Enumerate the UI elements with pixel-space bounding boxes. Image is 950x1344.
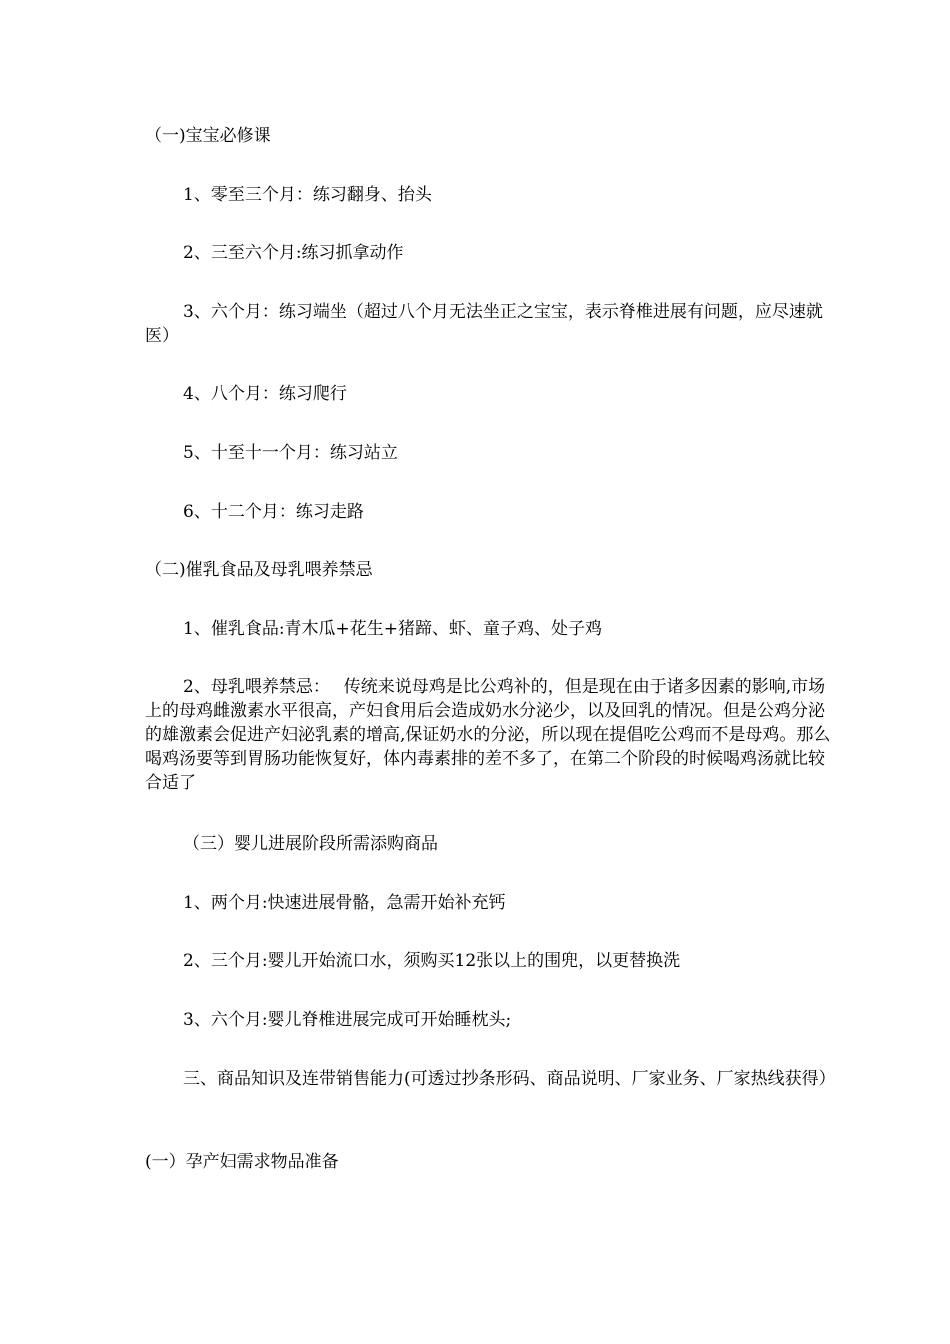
list-item: 3、六个月:婴儿脊椎进展完成可开始睡枕头; [183,1010,512,1030]
list-item: 1、催乳食品:青木瓜+花生+猪蹄、虾、童子鸡、处子鸡 [183,619,603,639]
list-item: 4、八个月：练习爬行 [183,384,347,404]
section-heading-baby-courses: （一)宝宝必修课 [145,126,271,146]
list-item: 3、六个月：练习端坐（超过八个月无法坐正之宝宝，表示脊椎进展有问题，应尽速就医） [145,302,823,346]
list-item: 2、三个月:婴儿开始流口水，须购买12张以上的围兜，以更替换洗 [183,951,681,971]
list-item: 2、三至六个月:练习抓拿动作 [183,243,404,263]
section-heading-lactation: （二)催乳食品及母乳喂养禁忌 [145,560,373,580]
list-item: 1、两个月:快速进展骨骼，急需开始补充钙 [183,893,506,913]
list-item: 2、母乳喂养禁忌： 传统来说母鸡是比公鸡补的，但是现在由于诸多因素的影响,市场上的母鸡雌激素水平很高，产妇食用后会造成奶水分泌少，以及回乳的情况。但是公鸡分泌的雄激素会促进产妇泌乳素的增高,保证奶水的分泌，所以现在提倡吃公鸡而不是母鸡。那么喝鸡汤要等到胃肠功能恢复好，体内毒素排的差不多了，在第二个阶段的时候喝鸡汤就比较合适了 [145,677,831,793]
list-item: 6、十二个月：练习走路 [183,502,364,522]
section-heading-maternity-items: (一）孕产妇需求物品准备 [145,1152,339,1172]
list-item: 5、十至十一个月：练习站立 [183,443,398,463]
section-heading-infant-products: （三）婴儿进展阶段所需添购商品 [183,834,438,854]
list-item: 1、零至三个月：练习翻身、抬头 [183,185,432,205]
section-heading-product-knowledge: 三、商品知识及连带销售能力(可透过抄条形码、商品说明、厂家业务、厂家热线获得） [183,1069,836,1089]
